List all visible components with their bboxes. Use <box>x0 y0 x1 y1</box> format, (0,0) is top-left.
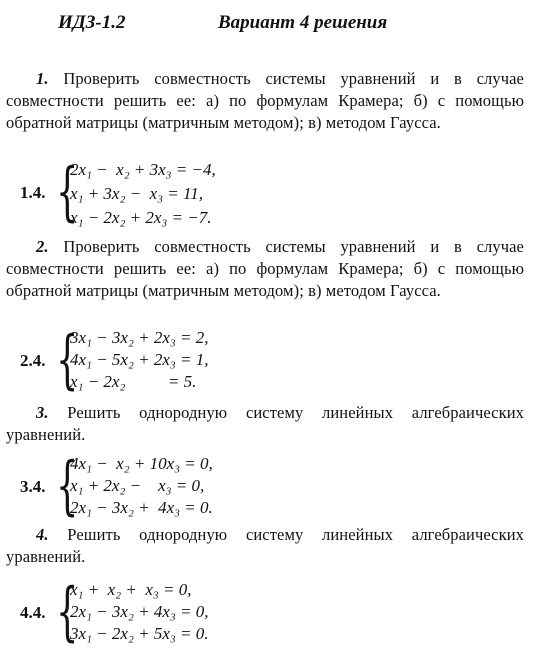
system-label: 4.4. <box>20 603 46 622</box>
task-2-text <box>6 236 524 302</box>
equation-row: x₁ − 2x₂ = 5. <box>70 372 197 391</box>
assignment-id: ИДЗ-1.2 <box>58 12 126 33</box>
equation-row: x₁ − 2x₂ + 2x₃ = −7. <box>70 208 212 227</box>
brace-symbol: { <box>56 323 79 397</box>
equation-row: x₁ + 3x₂ − x₃ = 11, <box>70 184 204 203</box>
task-number: 4. <box>36 525 49 544</box>
document-header <box>0 12 538 38</box>
equation-row: 4x₁ − x₂ + 10x₃ = 0, <box>70 454 213 473</box>
task-statement: Решить однородную систему линейных алгебраических уравнений. <box>6 525 524 566</box>
system-label: 3.4. <box>20 477 46 496</box>
equation-row: x₁ + 2x₂ − x₃ = 0, <box>70 476 205 495</box>
task-statement: Решить однородную систему линейных алгебраических уравнений. <box>6 403 524 444</box>
equation-row: x₁ + x₂ + x₃ = 0, <box>70 580 192 599</box>
equation-row: 4x₁ − 5x₂ + 2x₃ = 1, <box>70 350 209 369</box>
brace-symbol: { <box>56 575 79 649</box>
equation-row: 3x₁ − 3x₂ + 2x₃ = 2, <box>70 328 209 347</box>
task-statement: Проверить совместность системы уравнений и в случае совместности решить ее: а) по формулам Крамера; б) с помощью обратной матрицы (матричным методом); в) методом Гаусса. <box>6 237 524 300</box>
variant-title: Вариант 4 решения <box>218 12 388 33</box>
brace-symbol: { <box>56 449 79 523</box>
task-statement: Проверить совместность системы уравнений и в случае совместности решить ее: а) по формулам Крамера; б) с помощью обратной матрицы (матричным методом); в) методом Гаусса. <box>6 69 524 132</box>
system-label: 2.4. <box>20 351 46 370</box>
equation-row: 2x₁ − x₂ + 3x₃ = −4, <box>70 160 216 179</box>
brace-symbol: { <box>56 155 79 229</box>
equation-row: 3x₁ − 2x₂ + 5x₃ = 0. <box>70 624 209 643</box>
task-1-text <box>6 68 524 134</box>
system-label: 1.4. <box>20 183 46 202</box>
task-4-text <box>6 524 524 568</box>
task-3-text <box>6 402 524 446</box>
task-number: 3. <box>36 403 49 422</box>
task-number: 2. <box>36 237 49 256</box>
equation-row: 2x₁ − 3x₂ + 4x₃ = 0. <box>70 498 213 517</box>
equation-row: 2x₁ − 3x₂ + 4x₃ = 0, <box>70 602 209 621</box>
task-number: 1. <box>36 69 49 88</box>
